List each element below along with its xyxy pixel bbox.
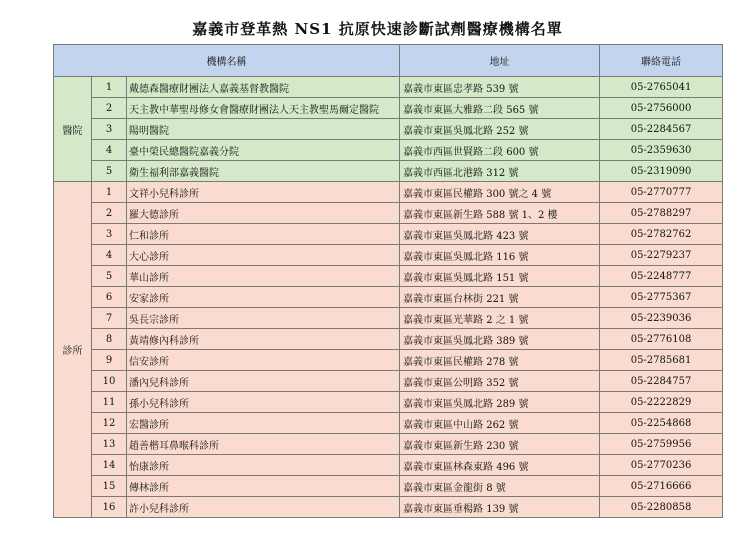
table-row xyxy=(54,287,723,308)
institution-address: 嘉義市東區公明路 352 號 xyxy=(400,371,600,392)
institution-phone: 05-2222829 xyxy=(600,392,723,413)
institution-name: 傳林診所 xyxy=(127,476,400,497)
table-header-row xyxy=(54,45,723,77)
institution-name: 衛生福利部嘉義醫院 xyxy=(127,161,400,182)
institution-address: 嘉義市西區世賢路二段 600 號 xyxy=(400,140,600,161)
category-cell: 診所 xyxy=(54,182,92,518)
institution-phone: 05-2279237 xyxy=(600,245,723,266)
institution-name: 文祥小兒科診所 xyxy=(127,182,400,203)
institution-phone: 05-2284567 xyxy=(600,119,723,140)
institution-phone: 05-2788297 xyxy=(600,203,723,224)
table-row xyxy=(54,413,723,434)
institution-address: 嘉義市東區吳鳳北路 389 號 xyxy=(400,329,600,350)
institution-phone: 05-2319090 xyxy=(600,161,723,182)
row-number: 11 xyxy=(92,392,127,413)
institution-name: 臺中榮民總醫院嘉義分院 xyxy=(127,140,400,161)
row-number: 3 xyxy=(92,119,127,140)
row-number: 10 xyxy=(92,371,127,392)
institution-address: 嘉義市東區新生路 230 號 xyxy=(400,434,600,455)
institution-address: 嘉義市東區中山路 262 號 xyxy=(400,413,600,434)
row-number: 16 xyxy=(92,497,127,518)
column-header-name: 機構名稱 xyxy=(54,45,400,77)
institution-address: 嘉義市東區吳鳳北路 116 號 xyxy=(400,245,600,266)
institution-name: 天主教中華聖母修女會醫療財團法人天主教聖馬爾定醫院 xyxy=(127,98,400,119)
table-row xyxy=(54,308,723,329)
institution-name: 戴德森醫療財團法人嘉義基督教醫院 xyxy=(127,77,400,98)
institution-address: 嘉義市東區吳鳳北路 151 號 xyxy=(400,266,600,287)
institution-phone: 05-2776108 xyxy=(600,329,723,350)
institution-address: 嘉義市東區吳鳳北路 289 號 xyxy=(400,392,600,413)
institution-phone: 05-2770236 xyxy=(600,455,723,476)
row-number: 6 xyxy=(92,287,127,308)
institution-phone: 05-2782762 xyxy=(600,224,723,245)
table-row xyxy=(54,224,723,245)
institution-name: 怡康診所 xyxy=(127,455,400,476)
row-number: 2 xyxy=(92,203,127,224)
institution-phone: 05-2770777 xyxy=(600,182,723,203)
category-cell: 醫院 xyxy=(54,77,92,182)
row-number: 5 xyxy=(92,266,127,287)
table-row xyxy=(54,434,723,455)
table-row xyxy=(54,497,723,518)
row-number: 12 xyxy=(92,413,127,434)
institution-name: 潘內兒科診所 xyxy=(127,371,400,392)
institution-phone: 05-2756000 xyxy=(600,98,723,119)
table-row xyxy=(54,476,723,497)
table-row xyxy=(54,98,723,119)
column-header-address: 地址 xyxy=(400,45,600,77)
row-number: 7 xyxy=(92,308,127,329)
institution-name: 黃靖修內科診所 xyxy=(127,329,400,350)
institution-address: 嘉義市東區吳鳳北路 252 號 xyxy=(400,119,600,140)
institution-address: 嘉義市西區北港路 312 號 xyxy=(400,161,600,182)
row-number: 8 xyxy=(92,329,127,350)
row-number: 1 xyxy=(92,182,127,203)
institution-phone: 05-2359630 xyxy=(600,140,723,161)
institution-address: 嘉義市東區金龍街 8 號 xyxy=(400,476,600,497)
table-row xyxy=(54,161,723,182)
table-row xyxy=(54,182,723,203)
institution-name: 信安診所 xyxy=(127,350,400,371)
institution-name: 許小兒科診所 xyxy=(127,497,400,518)
institution-phone: 05-2284757 xyxy=(600,371,723,392)
institution-name: 趙善楷耳鼻喉科診所 xyxy=(127,434,400,455)
table-body xyxy=(54,77,723,518)
column-header-phone: 聯絡電話 xyxy=(600,45,723,77)
institution-name: 大心診所 xyxy=(127,245,400,266)
institution-name: 陽明醫院 xyxy=(127,119,400,140)
table-row xyxy=(54,392,723,413)
institution-address: 嘉義市東區台林街 221 號 xyxy=(400,287,600,308)
institution-address: 嘉義市東區垂楊路 139 號 xyxy=(400,497,600,518)
table-row xyxy=(54,329,723,350)
institution-address: 嘉義市東區光華路 2 之 1 號 xyxy=(400,308,600,329)
document-title: 嘉義市登革熱 NS1 抗原快速診斷試劑醫療機構名單 xyxy=(192,20,563,38)
row-number: 9 xyxy=(92,350,127,371)
institution-name: 安家診所 xyxy=(127,287,400,308)
institution-address: 嘉義市東區民權路 300 號之 4 號 xyxy=(400,182,600,203)
table-row xyxy=(54,371,723,392)
institution-phone: 05-2248777 xyxy=(600,266,723,287)
row-number: 13 xyxy=(92,434,127,455)
institution-name: 孫小兒科診所 xyxy=(127,392,400,413)
institution-phone: 05-2759956 xyxy=(600,434,723,455)
table-row xyxy=(54,350,723,371)
institution-phone: 05-2765041 xyxy=(600,77,723,98)
table-row xyxy=(54,140,723,161)
institution-phone: 05-2239036 xyxy=(600,308,723,329)
institution-address: 嘉義市東區忠孝路 539 號 xyxy=(400,77,600,98)
institution-address: 嘉義市東區新生路 588 號 1、2 樓 xyxy=(400,203,600,224)
row-number: 2 xyxy=(92,98,127,119)
institution-table xyxy=(53,44,723,518)
table-row xyxy=(54,245,723,266)
institution-phone: 05-2280858 xyxy=(600,497,723,518)
institution-address: 嘉義市東區民權路 278 號 xyxy=(400,350,600,371)
table-row xyxy=(54,203,723,224)
institution-name: 宏醫診所 xyxy=(127,413,400,434)
institution-phone: 05-2785681 xyxy=(600,350,723,371)
row-number: 14 xyxy=(92,455,127,476)
row-number: 15 xyxy=(92,476,127,497)
institution-address: 嘉義市東區大雅路二段 565 號 xyxy=(400,98,600,119)
institution-name: 華山診所 xyxy=(127,266,400,287)
institution-address: 嘉義市東區林森東路 496 號 xyxy=(400,455,600,476)
row-number: 4 xyxy=(92,245,127,266)
institution-phone: 05-2254868 xyxy=(600,413,723,434)
table-row xyxy=(54,77,723,98)
institution-phone: 05-2716666 xyxy=(600,476,723,497)
row-number: 1 xyxy=(92,77,127,98)
row-number: 5 xyxy=(92,161,127,182)
institution-name: 仁和診所 xyxy=(127,224,400,245)
row-number: 3 xyxy=(92,224,127,245)
institution-phone: 05-2775367 xyxy=(600,287,723,308)
institution-name: 羅大德診所 xyxy=(127,203,400,224)
institution-name: 吳長宗診所 xyxy=(127,308,400,329)
table-row xyxy=(54,119,723,140)
table-row xyxy=(54,455,723,476)
row-number: 4 xyxy=(92,140,127,161)
table-row xyxy=(54,266,723,287)
institution-address: 嘉義市東區吳鳳北路 423 號 xyxy=(400,224,600,245)
